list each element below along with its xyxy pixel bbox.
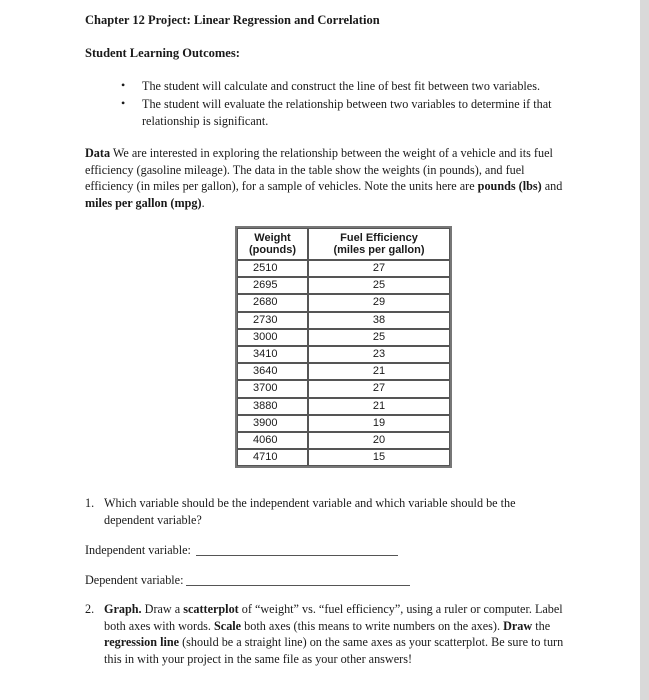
q2-text-part: (should be a straight line) on the same axes as your scatterplot. Be sure to turn this in with your project in the same file as your other answers! [104, 635, 564, 666]
fuel-cell: 29 [308, 294, 450, 311]
q2-text-part: both axes (this means to write numbers on the axes). [241, 618, 504, 633]
data-lead: Data [85, 146, 111, 160]
independent-label: Independent variable: [85, 543, 191, 557]
header-fuel [308, 228, 450, 260]
table-header-row [237, 228, 450, 260]
header-weight-line2: (pounds) [248, 244, 297, 256]
fuel-cell: 19 [308, 415, 450, 432]
q2-text-part: of “weight” vs. “fuel efficiency”, using a ruler or computer. Label both axes with words. [104, 602, 563, 633]
table-row [237, 449, 450, 466]
bullet-dot: • [121, 78, 126, 92]
q2-graph: Graph. [104, 602, 142, 616]
table-row [237, 260, 450, 277]
header-fuel-line1: Fuel Efficiency [340, 232, 418, 244]
q2-scatterplot: scatterplot [183, 602, 239, 616]
table-row [237, 363, 450, 380]
outcome-item: The student will calculate and construct the line of best fit between two variables. [142, 79, 540, 93]
bullet-dot: • [121, 96, 126, 110]
fuel-cell: 38 [308, 312, 450, 329]
table-row [237, 398, 450, 415]
fuel-cell: 15 [308, 449, 450, 466]
data-paragraph [85, 145, 565, 211]
weight-cell: 2695 [237, 277, 308, 294]
table-row [237, 415, 450, 432]
fuel-cell: 23 [308, 346, 450, 363]
fuel-cell: 21 [308, 363, 450, 380]
data-text: and [541, 179, 563, 193]
data-text: We are interested in exploring the relationship between the weight of a vehicle and its fuel efficiency (gasoline mileage). The data in the table show the weights (in pounds), and fuel efficiency (in miles per gallon), for a sample of vehicles. Note the units here are [85, 146, 553, 193]
table-row [237, 277, 450, 294]
q2-number: 2. [85, 602, 95, 616]
unit-mpg: miles per gallon (mpg) [85, 195, 202, 210]
header-fuel-line2: (miles per gallon) [333, 244, 425, 256]
header-weight [237, 228, 308, 260]
table-row [237, 294, 450, 311]
weight-cell: 3410 [237, 346, 308, 363]
data-text: . [201, 195, 205, 210]
table-row [237, 312, 450, 329]
data-table [235, 226, 452, 468]
q1-text: Which variable should be the independent variable and which variable should be the dependent variable? [104, 496, 516, 527]
dependent-label: Dependent variable: [85, 573, 184, 587]
q1-number: 1. [85, 496, 95, 510]
weight-cell: 4710 [237, 449, 308, 466]
q2-draw: Draw [503, 618, 533, 633]
fuel-cell: 27 [308, 260, 450, 277]
table-row [237, 329, 450, 346]
fuel-cell: 20 [308, 432, 450, 449]
weight-cell: 3640 [237, 363, 308, 380]
fuel-cell: 25 [308, 277, 450, 294]
outcomes-heading: Student Learning Outcomes: [85, 46, 240, 60]
weight-cell: 3700 [237, 380, 308, 397]
table-row [237, 432, 450, 449]
dependent-answer-line[interactable] [186, 585, 410, 586]
unit-pounds: pounds (lbs) [477, 179, 542, 193]
fuel-cell: 21 [308, 398, 450, 415]
weight-cell: 2510 [237, 260, 308, 277]
fuel-cell: 25 [308, 329, 450, 346]
weight-cell: 3900 [237, 415, 308, 432]
table-row [237, 380, 450, 397]
q2-text-part: the [532, 618, 551, 633]
page-title: Chapter 12 Project: Linear Regression and Correlation [85, 13, 380, 27]
q2-regression-line: regression line [104, 635, 180, 649]
weight-cell: 3880 [237, 398, 308, 415]
scrollbar-edge [640, 0, 649, 700]
q2-text [104, 601, 566, 667]
table-row [237, 346, 450, 363]
weight-cell: 4060 [237, 432, 308, 449]
outcome-item: The student will evaluate the relationship between two variables to determine if that relationship is significant. [142, 97, 552, 128]
independent-answer-line[interactable] [196, 555, 398, 556]
q2-scale: Scale [214, 618, 242, 633]
fuel-cell: 27 [308, 380, 450, 397]
header-weight-line1: Weight [254, 232, 291, 244]
weight-cell: 2730 [237, 312, 308, 329]
weight-cell: 2680 [237, 294, 308, 311]
q2-text-part: Draw a [141, 602, 184, 616]
weight-cell: 3000 [237, 329, 308, 346]
